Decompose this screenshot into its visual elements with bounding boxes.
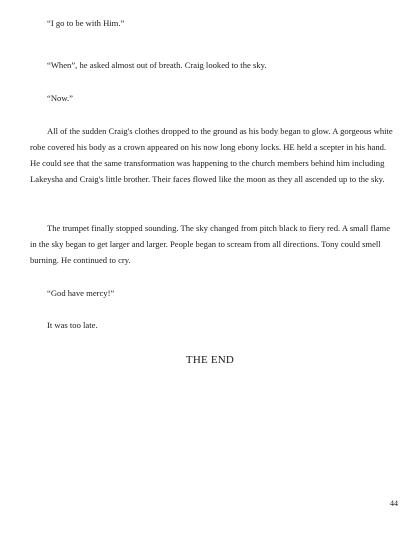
paragraph-dialogue-2: “When”, he asked almost out of breath. Craig looked to the sky. xyxy=(47,60,267,70)
paragraph-dialogue-1: “I go to be with Him.” xyxy=(47,18,125,28)
paragraph-dialogue-4: “God have mercy!” xyxy=(47,288,115,298)
page-number: 44 xyxy=(390,499,398,508)
paragraph-final-line: It was too late. xyxy=(47,320,98,330)
paragraph-dialogue-3: “Now.” xyxy=(47,93,73,103)
paragraph-trumpet: The trumpet finally stopped sounding. The sky changed from pitch black to fiery red. A small flame in the sky began to get larger and larger. People began to scream from all directions. Tony could smell burning. He continued to cry. xyxy=(30,223,391,265)
paragraph-transformation: All of the sudden Craig's clothes dropped to the ground as his body began to glow. A gorgeous white robe covered his body as a crown appeared on his now long ebony locks. HE held a scepter in his hand. He could see that the same transformation was happening to the church members behind him including Lakeysha and Craig's little brother. Their faces flowed like the moon as they all ascended up to the sky. xyxy=(30,126,393,184)
closing-heading: THE END xyxy=(185,354,235,366)
